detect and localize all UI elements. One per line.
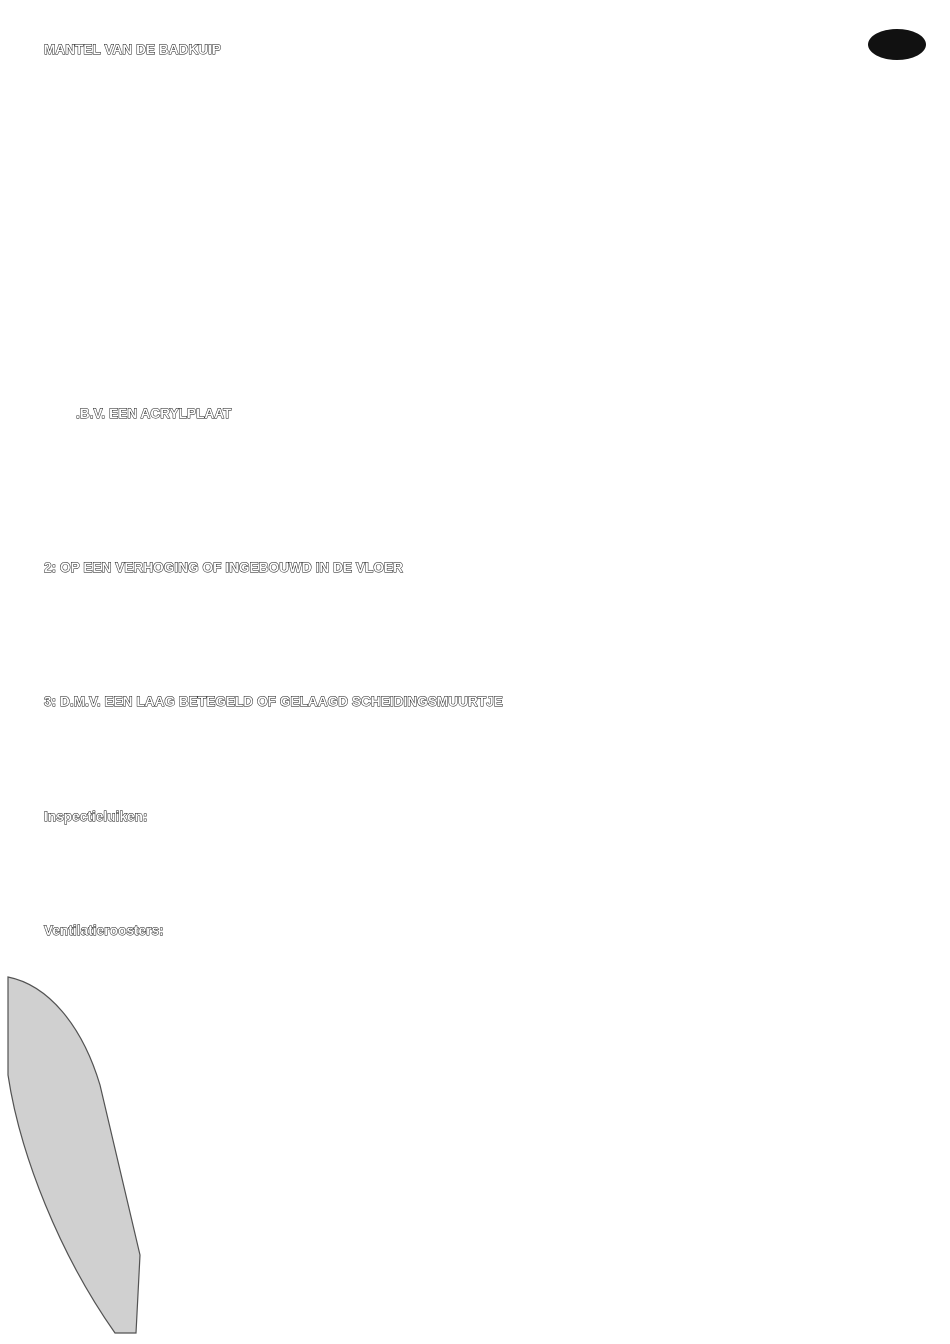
option-tiled-wall: 3: D.M.V. EEN LAAG BETEGELD OF GELAAGD SCHEIDINGSMUURTJE	[44, 694, 503, 709]
glass-side-wall	[8, 977, 140, 1333]
inspection-heading: Inspectieluiken:	[44, 809, 148, 824]
option-raised-floor: 2: OP EEN VERHOGING OF INGEBOUWD IN DE VLOER	[44, 560, 403, 575]
bathtub-illustration	[0, 955, 950, 1344]
ventilation-heading: Ventilatieroosters:	[44, 923, 164, 938]
page-title: MANTEL VAN DE BADKUIP	[44, 42, 222, 57]
language-badge	[868, 29, 926, 60]
left-bathtub-view	[8, 955, 480, 1333]
option-acrylic-panel: .B.V. EEN ACRYLPLAAT	[76, 406, 232, 421]
